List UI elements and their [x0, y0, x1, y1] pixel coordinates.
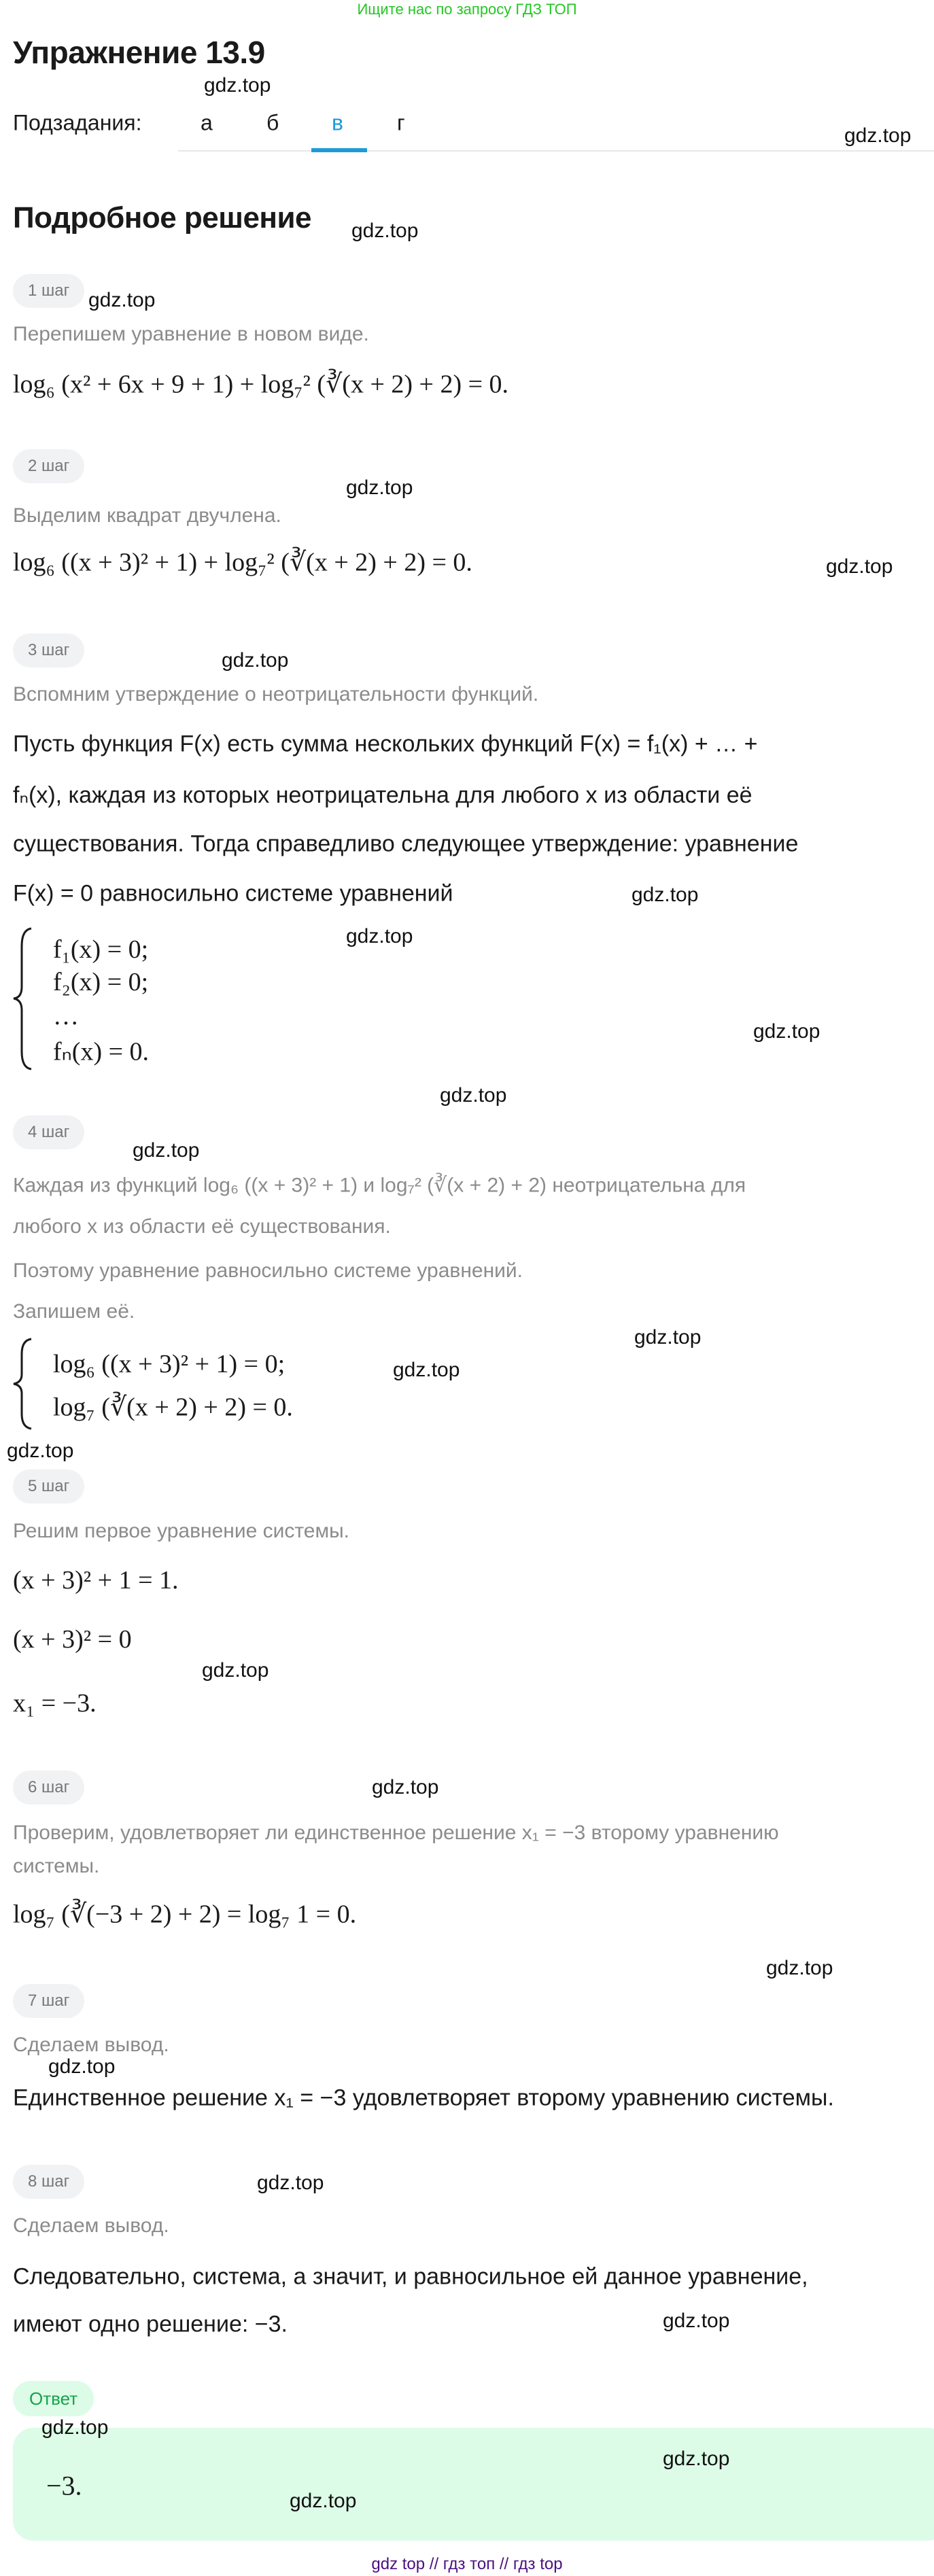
watermark: gdz.top — [766, 1957, 833, 1979]
watermark: gdz.top — [663, 2448, 730, 2470]
step-2-badge: 2 шаг — [13, 449, 84, 483]
step-2-desc: Выделим квадрат двучлена. — [13, 504, 281, 527]
watermark: gdz.top — [346, 476, 413, 499]
watermark: gdz.top — [290, 2490, 357, 2512]
answer-value: −3. — [46, 2470, 82, 2501]
tabs-divider — [178, 150, 934, 152]
watermark: gdz.top — [393, 1359, 460, 1381]
step-4-desc-line: Каждая из функций log₆ ((x + 3)² + 1) и log₇² (∛(x + 2) + 2) неотрицательна для — [13, 1174, 746, 1197]
step-4-badge: 4 шаг — [13, 1115, 84, 1149]
system-brace-icon — [10, 926, 37, 1072]
answer-badge: Ответ — [13, 2381, 94, 2416]
footer-links[interactable]: gdz top // гдз топ // гдз top — [371, 2555, 563, 2573]
system-row: … — [53, 1002, 79, 1030]
solution-heading: Подробное решение — [13, 201, 312, 234]
tab-v[interactable]: в — [332, 110, 343, 135]
watermark: gdz.top — [48, 2055, 116, 2078]
watermark: gdz.top — [351, 220, 419, 242]
step-5-desc: Решим первое уравнение системы. — [13, 1520, 350, 1542]
watermark: gdz.top — [634, 1326, 702, 1348]
answer-box — [13, 2428, 934, 2541]
step-8-desc: Сделаем вывод. — [13, 2214, 169, 2237]
watermark: gdz.top — [844, 124, 912, 147]
watermark: gdz.top — [7, 1440, 74, 1462]
watermark: gdz.top — [257, 2172, 324, 2194]
system-row: f₂(x) = 0; — [53, 968, 149, 996]
step-1-desc: Перепишем уравнение в новом виде. — [13, 323, 369, 345]
system-row: log₇ (∛(x + 2) + 2) = 0. — [53, 1393, 293, 1422]
step-8-para-line: имеют одно решение: −3. — [13, 2311, 288, 2337]
system-brace-icon — [10, 1336, 37, 1431]
step-7-badge: 7 шаг — [13, 1984, 84, 2018]
step-7-desc: Сделаем вывод. — [13, 2034, 169, 2056]
watermark: gdz.top — [88, 289, 156, 311]
step-4-desc-2: Поэтому уравнение равносильно системе уравнений. — [13, 1259, 523, 1282]
watermark: gdz.top — [222, 649, 289, 672]
step-6-badge: 6 шаг — [13, 1771, 84, 1805]
step-2-formula: log₆ ((x + 3)² + 1) + log₇² (∛(x + 2) + 2) = 0. — [13, 548, 472, 577]
watermark: gdz.top — [204, 74, 271, 97]
page-title: Упражнение 13.9 — [13, 35, 265, 70]
step-4-desc-line: любого x из области её существования. — [13, 1215, 391, 1238]
tab-b[interactable]: б — [266, 110, 279, 135]
step-7-text: Единственное решение x₁ = −3 удовлетворяет второму уравнению системы. — [13, 2085, 834, 2111]
system-row: log₆ ((x + 3)² + 1) = 0; — [53, 1350, 286, 1378]
system-row: fₙ(x) = 0. — [53, 1037, 150, 1066]
step-1-badge: 1 шаг — [13, 274, 84, 308]
watermark: gdz.top — [632, 884, 699, 906]
step-6-formula: log₇ (∛(−3 + 2) + 2) = log₇ 1 = 0. — [13, 1900, 357, 1929]
step-3-para-line: fₙ(x), каждая из которых неотрицательна для любого x из области её — [13, 782, 753, 808]
step-5-line: x₁ = −3. — [13, 1689, 97, 1718]
watermark: gdz.top — [440, 1084, 507, 1107]
step-6-desc-line: Проверим, удовлетворяет ли единственное решение x₁ = −3 второму уравнению — [13, 1822, 779, 1844]
step-3-para-line: существования. Тогда справедливо следующее утверждение: уравнение — [13, 831, 799, 857]
step-1-formula: log₆ (x² + 6x + 9 + 1) + log₇² (∛(x + 2) + 2) = 0. — [13, 370, 509, 399]
watermark: gdz.top — [826, 555, 893, 578]
system-row: f₁(x) = 0; — [53, 935, 149, 964]
step-5-line: (x + 3)² + 1 = 1. — [13, 1566, 179, 1595]
step-3-para-line: Пусть функция F(x) есть сумма нескольких функций F(x) = f₁(x) + … + — [13, 731, 758, 757]
step-3-para-line: F(x) = 0 равносильно системе уравнений — [13, 880, 453, 907]
step-4-desc-3: Запишем её. — [13, 1300, 135, 1323]
watermark: gdz.top — [41, 2416, 109, 2439]
step-6-desc-line: системы. — [13, 1855, 100, 1877]
watermark: gdz.top — [372, 1776, 439, 1798]
subtasks-label: Подзадания: — [13, 110, 142, 135]
search-banner: Ищите нас по запросу ГДЗ ТОП — [357, 1, 577, 18]
watermark: gdz.top — [663, 2310, 730, 2332]
watermark: gdz.top — [202, 1659, 269, 1682]
tab-a[interactable]: а — [201, 110, 213, 135]
step-3-badge: 3 шаг — [13, 633, 84, 667]
watermark: gdz.top — [133, 1139, 200, 1162]
step-8-badge: 8 шаг — [13, 2165, 84, 2199]
step-3-desc: Вспомним утверждение о неотрицательности функций. — [13, 683, 539, 706]
step-5-line: (x + 3)² = 0 — [13, 1625, 132, 1654]
watermark: gdz.top — [753, 1020, 820, 1043]
watermark: gdz.top — [346, 925, 413, 947]
active-tab-indicator — [311, 148, 367, 152]
step-5-badge: 5 шаг — [13, 1469, 84, 1503]
tab-g[interactable]: г — [397, 110, 405, 135]
step-8-para-line: Следовательно, система, а значит, и равносильное ей данное уравнение, — [13, 2263, 808, 2290]
